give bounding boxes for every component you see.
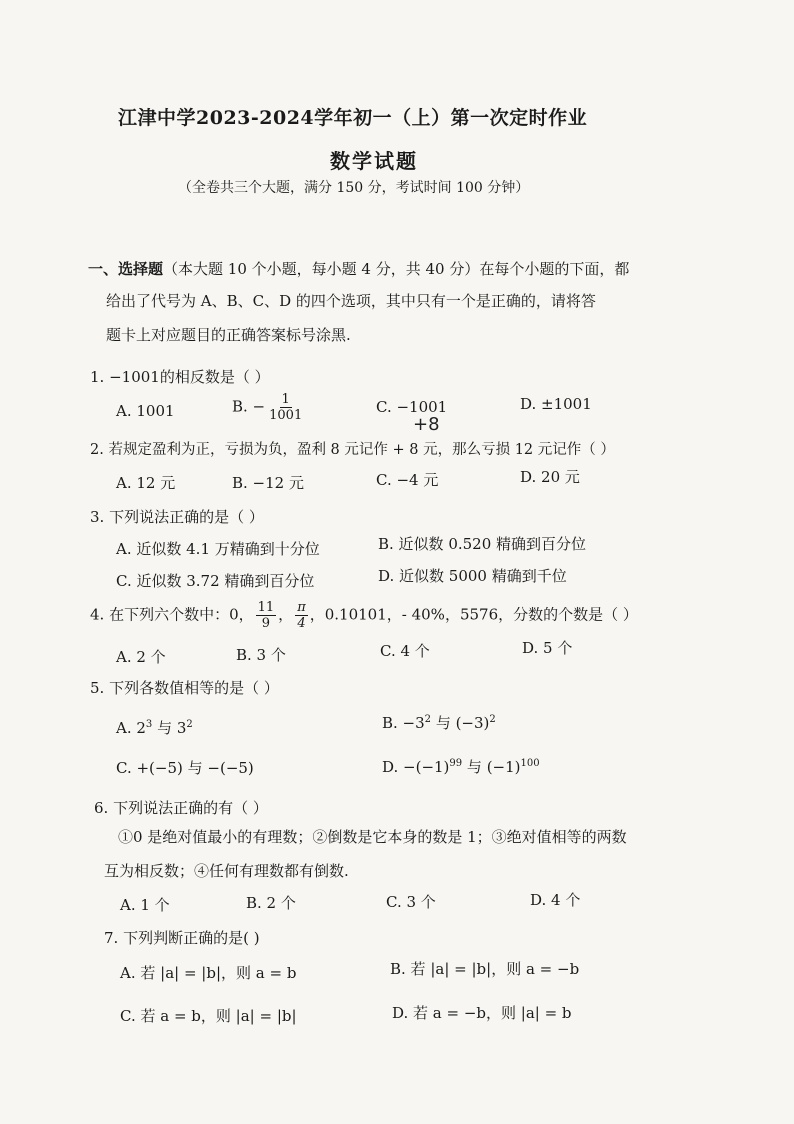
exponent: 99 (449, 758, 463, 769)
fraction-numerator: 11 (257, 600, 275, 615)
question-6-stem: 6. 下列说法正确的有（ ） (94, 799, 268, 817)
option-a-base2: 与 3 (152, 719, 187, 737)
question-2-option-c: C. −4 元 (376, 471, 439, 489)
fraction-eleven-ninths (256, 600, 277, 631)
exponent: 3 (145, 719, 153, 730)
fraction-denominator: 4 (297, 616, 306, 631)
section-heading: 一、选择题 (88, 260, 164, 278)
question-7-stem: 7. 下列判断正确的是( ) (104, 929, 260, 947)
option-b-base1: B. −3 (382, 714, 425, 732)
separator: ， (278, 605, 294, 624)
question-6-option-b: B. 2 个 (246, 894, 296, 912)
question-6-statements-line2: 互为相反数；④任何有理数都有倒数. (104, 862, 349, 880)
handwritten-annotation: +8 (413, 414, 440, 435)
section-intro-line1 (88, 258, 629, 280)
question-1-option-a: A. 1001 (116, 402, 175, 420)
question-3-option-c: C. 近似数 3.72 精确到百分位 (116, 572, 315, 590)
option-b-base2: 与 (−3) (431, 714, 490, 732)
option-d-base2: 与 (−1) (462, 758, 521, 776)
option-b-prefix: B. − (232, 397, 266, 416)
question-2-stem: 2. 若规定盈利为正，亏损为负，盈利 8 元记作 + 8 元，那么亏损 12 元记作（ ） (90, 442, 615, 458)
question-2-option-d: D. 20 元 (520, 468, 580, 486)
exponent: 2 (186, 719, 193, 730)
exam-title: 江津中学2023-2024学年初一（上）第一次定时作业 (118, 107, 588, 129)
option-a-base1: A. 2 (116, 719, 146, 737)
question-4-option-c: C. 4 个 (380, 642, 430, 660)
section-intro-text: （本大题 10 个小题，每小题 4 分，共 40 分）在每个小题的下面，都 (163, 260, 630, 278)
question-7-option-c: C. 若 a = b，则 |a| = |b| (120, 1007, 297, 1025)
question-4-option-d: D. 5 个 (522, 639, 573, 657)
exam-note: （全卷共三个大题，满分 150 分，考试时间 100 分钟） (178, 180, 530, 196)
fraction-numerator: π (297, 600, 306, 615)
question-5-option-a (116, 714, 193, 739)
fraction (267, 392, 304, 423)
question-3-option-b: B. 近似数 0.520 精确到百分位 (378, 535, 587, 553)
question-6-statements-line1: ①0 是绝对值最小的有理数；②倒数是它本身的数是 1；③绝对值相等的两数 (118, 828, 627, 846)
question-3-stem: 3. 下列说法正确的是（ ） (90, 508, 264, 526)
section-intro-line2: 给出了代号为 A、B、C、D 的四个选项，其中只有一个是正确的，请将答 (106, 292, 596, 310)
exponent: 2 (489, 714, 496, 725)
question-7-option-b: B. 若 |a| = |b|，则 a = −b (390, 960, 580, 978)
question-4-suffix: ，0.10101，- 40%，5576，分数的个数是（ ） (309, 605, 638, 624)
question-3-option-a: A. 近似数 4.1 万精确到十分位 (116, 540, 320, 558)
question-1-option-d: D. ±1001 (520, 395, 592, 413)
question-7-option-a: A. 若 |a| = |b|，则 a = b (120, 964, 297, 982)
section-intro-line3: 题卡上对应题目的正确答案标号涂黑. (106, 326, 351, 344)
fraction-denominator: 1001 (269, 408, 303, 423)
question-4-prefix: 4. 在下列六个数中：0， (90, 605, 254, 624)
exponent: 2 (424, 714, 432, 725)
question-4-option-a: A. 2 个 (116, 648, 166, 666)
question-2-option-a: A. 12 元 (116, 474, 176, 492)
question-5-option-d (382, 753, 540, 778)
fraction-pi-quarter (295, 600, 308, 631)
fraction-denominator: 9 (261, 616, 271, 631)
question-1-option-c: C. −1001 (376, 398, 448, 416)
question-6-option-a: A. 1 个 (120, 896, 170, 914)
question-4-option-b: B. 3 个 (236, 646, 286, 664)
question-4-stem (90, 600, 638, 631)
fraction-numerator: 1 (281, 392, 290, 407)
question-3-option-d: D. 近似数 5000 精确到千位 (378, 567, 567, 585)
question-5-option-b (382, 709, 496, 734)
question-5-option-c: C. +(−5) 与 −(−5) (116, 759, 254, 777)
question-1-stem: 1. −1001的相反数是（ ） (90, 368, 270, 386)
question-6-option-d: D. 4 个 (530, 891, 581, 909)
option-d-base1: D. −(−1) (382, 758, 450, 776)
question-5-stem: 5. 下列各数值相等的是（ ） (90, 679, 279, 697)
question-7-option-d: D. 若 a = −b，则 |a| = b (392, 1004, 572, 1022)
question-1-option-b (232, 392, 306, 423)
exponent: 100 (520, 758, 540, 769)
question-6-option-c: C. 3 个 (386, 893, 436, 911)
question-2-option-b: B. −12 元 (232, 474, 304, 492)
exam-subtitle: 数学试题 (330, 149, 418, 173)
